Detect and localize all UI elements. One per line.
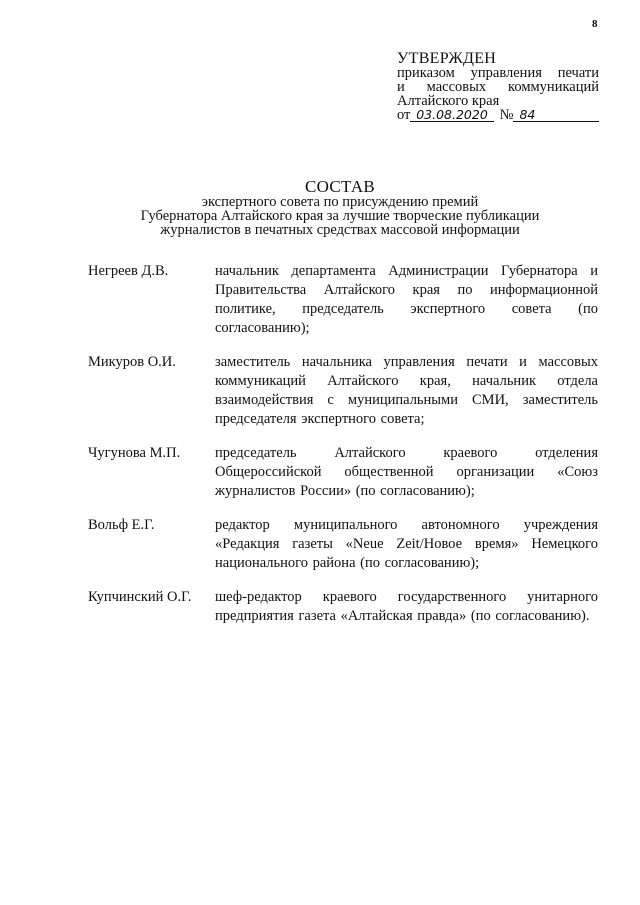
approval-block [397, 52, 599, 122]
number-label: № [499, 107, 514, 123]
member-role: шеф-редактор краевого государственного унитарного предприятия газета «Алтайская правда» (по согласованию). [215, 589, 598, 624]
member-name: Вольф Е.Г. [88, 517, 155, 533]
member-role: председатель Алтайского краевого отделения Общероссийской общественной организации «Союз журналистов России» (по согласованию); [215, 445, 598, 499]
member-role: редактор муниципального автономного учреждения «Редакция газеты «Neue Zeit/Новое время» Немецкого национального района (по согласованию); [215, 517, 598, 571]
heading-line: Губернатора Алтайского края за лучшие творческие публикации [140, 208, 540, 224]
member-row [88, 516, 598, 573]
handwritten-date: 03.08.2020 [410, 108, 493, 122]
member-row [88, 444, 598, 501]
approval-line: и массовых коммуникаций [397, 79, 599, 95]
page-number: 8 [592, 18, 598, 30]
member-name: Микуров О.И. [88, 354, 176, 370]
date-prefix: от [397, 107, 411, 123]
member-role: начальник департамента Администрации Губернатора и Правительства Алтайского края по информационной политике, председатель экспертного совета (по согласованию); [215, 263, 598, 336]
heading-line: журналистов в печатных средствах массовой информации [160, 222, 520, 238]
approval-date-line [397, 108, 599, 122]
approval-line: приказом управления печати [397, 65, 599, 81]
member-row [88, 588, 598, 626]
members-list [88, 262, 598, 641]
approval-title: УТВЕРЖДЕН [397, 50, 497, 67]
document-heading [60, 177, 620, 238]
handwritten-number: 84 [513, 108, 599, 122]
member-name: Чугунова М.П. [88, 445, 181, 461]
document-title: СОСТАВ [304, 177, 376, 196]
member-row [88, 262, 598, 338]
member-role: заместитель начальника управления печати и массовых коммуникаций Алтайского края, начальник отдела взаимодействия с муниципальными СМИ, заместитель председателя экспертного совета; [215, 354, 598, 427]
approval-line: Алтайского края [397, 93, 500, 109]
member-row [88, 353, 598, 429]
heading-line: экспертного совета по присуждению премий [201, 194, 479, 210]
member-name: Купчинский О.Г. [88, 589, 192, 605]
member-name: Негреев Д.В. [88, 263, 169, 279]
